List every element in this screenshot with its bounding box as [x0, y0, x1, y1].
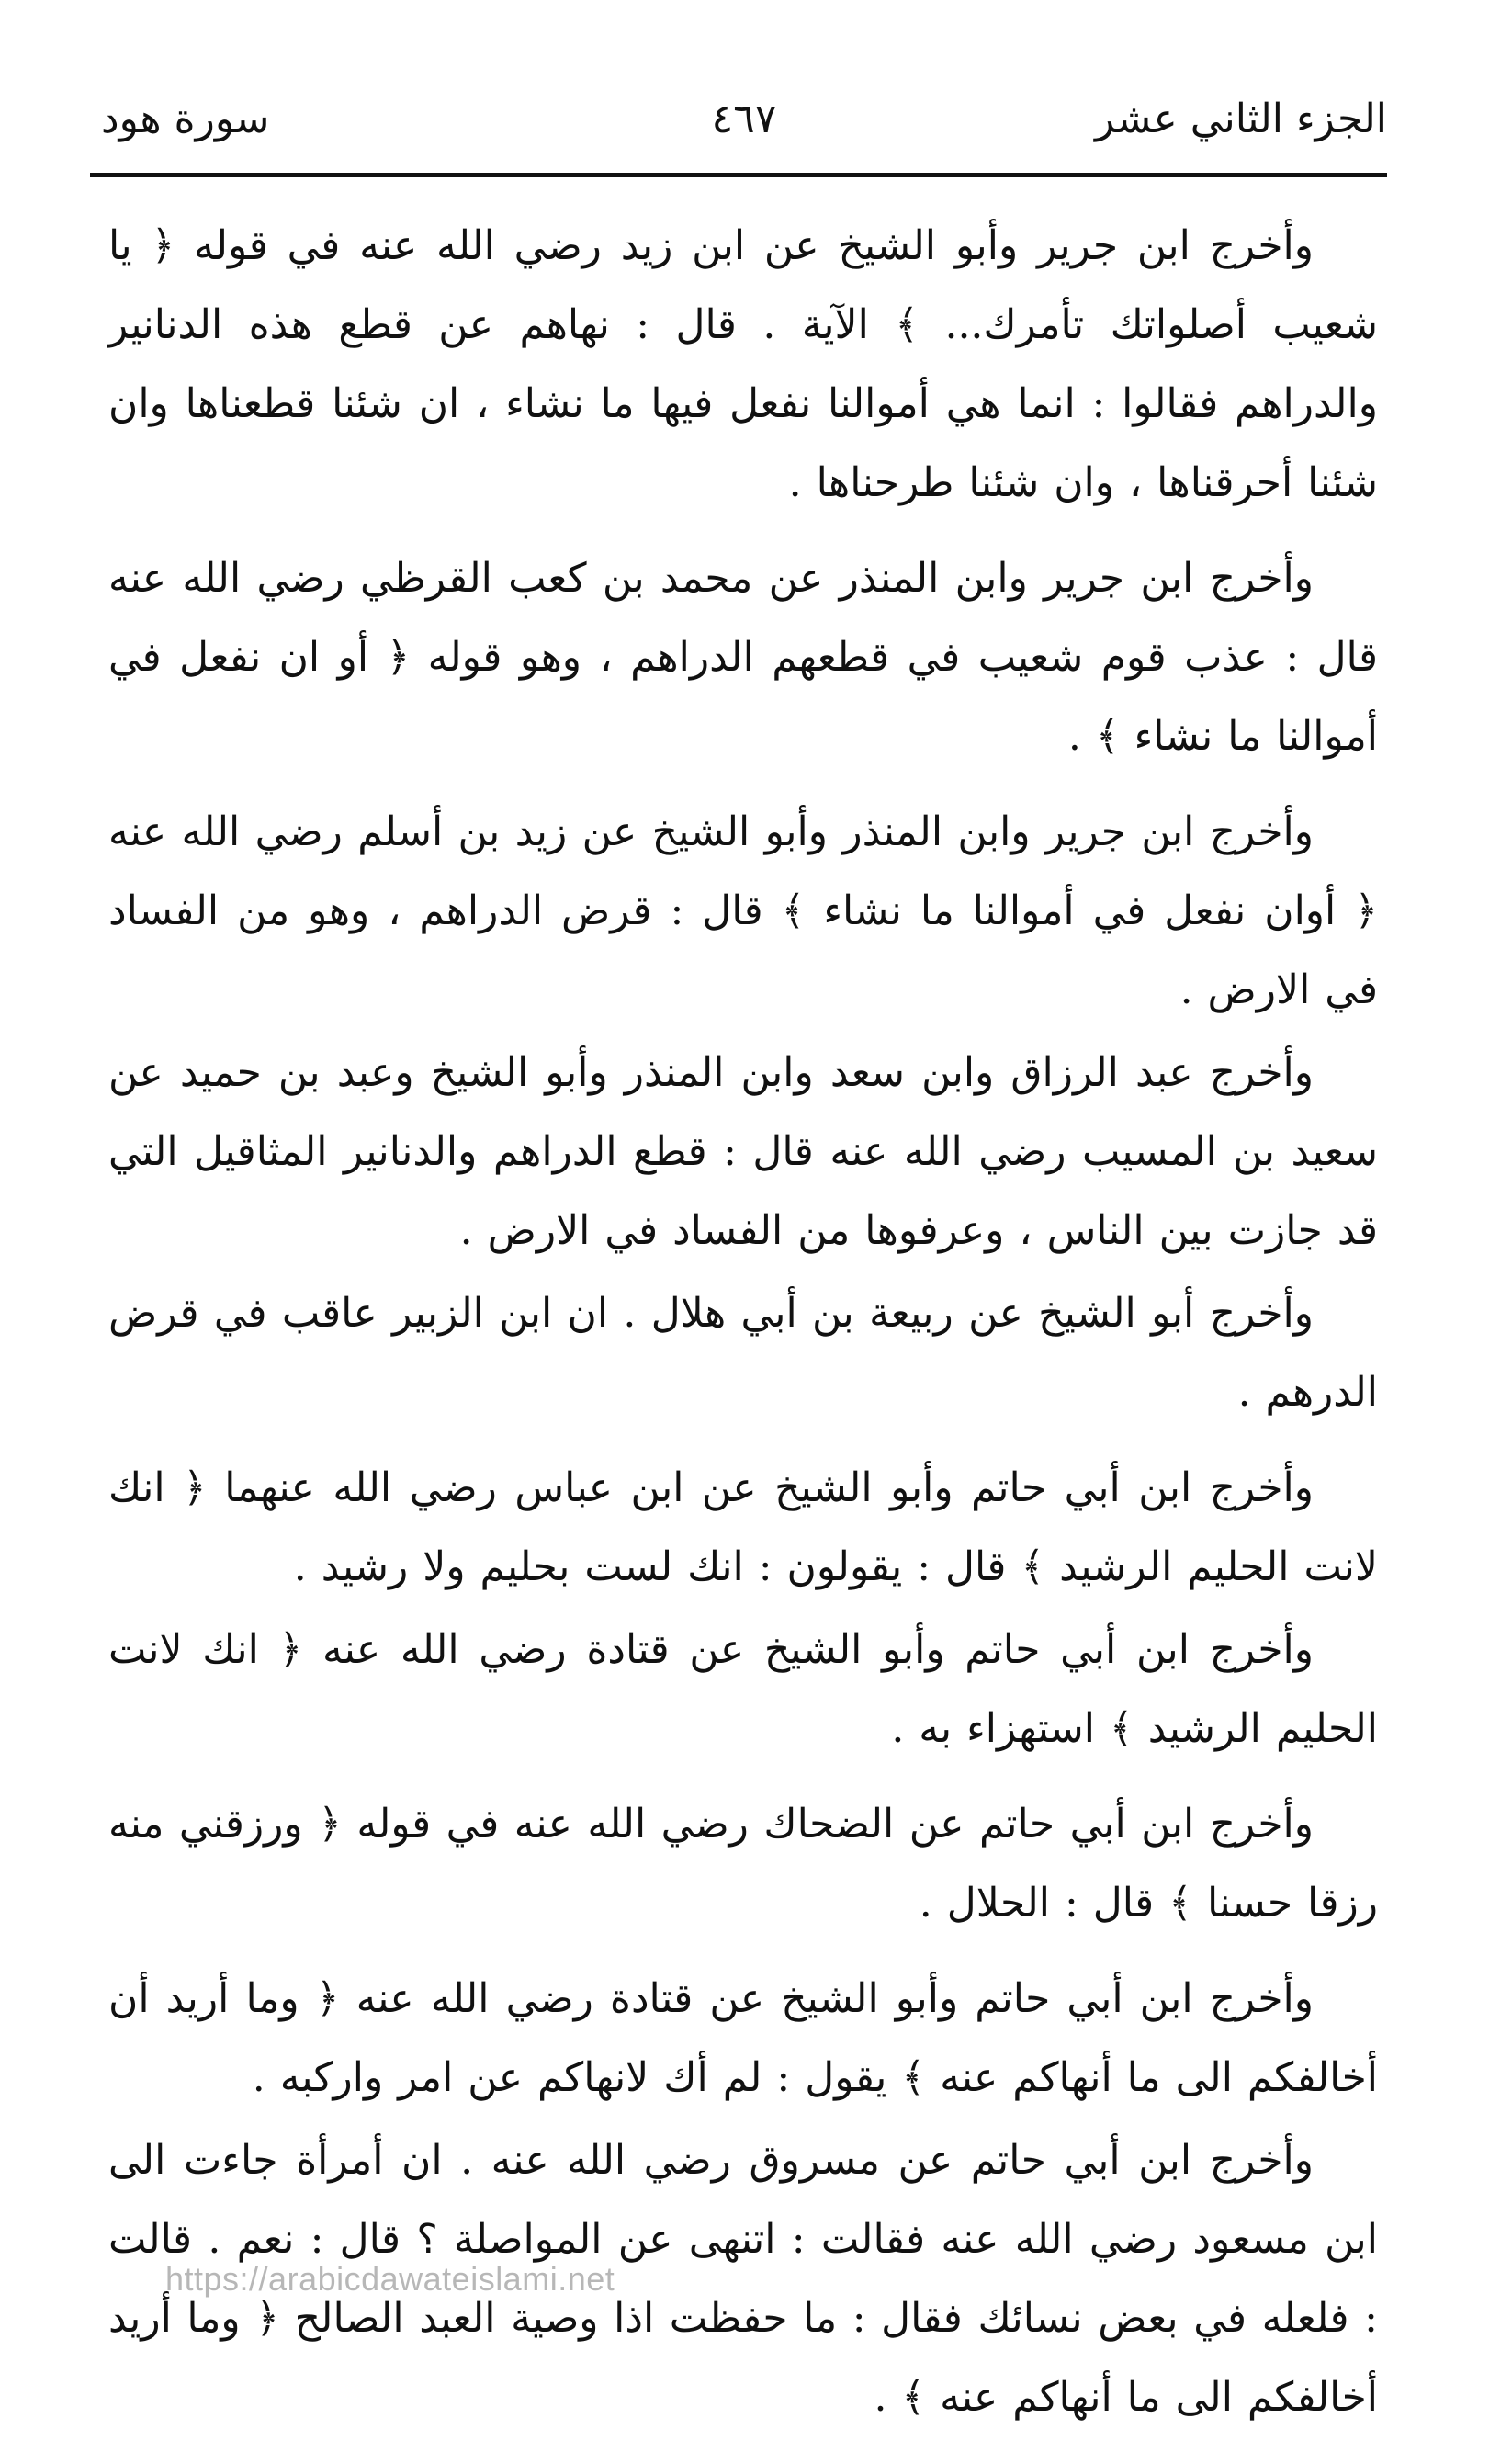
running-header — [101, 83, 1387, 156]
paragraph-10: وأخرج ابن أبي حاتم عن مسروق رضي الله عنه . ان أمرأة جاءت الى ابن مسعود رضي الله عنه فقالت : اتنهى عن المواصلة ؟ قال : نعم . قالت : فلعله في بعض نسائك فقال : ما حفظت اذا وصية العبد الصالح ﴿ وما أريد أخالفكم الى ما أنهاكم عنه ﴾ . — [108, 2137, 1378, 2421]
paragraph-2: وأخرج ابن جرير وابن المنذر عن محمد بن كعب القرظي رضي الله عنه قال : عذب قوم شعيب في قطعهم الدراهم ، وهو قوله ﴿ أو ان نفعل في أموالنا ما نشاء ﴾ . — [108, 555, 1378, 760]
watermark-url: https://arabicdawateislami.net — [165, 2260, 615, 2298]
paragraph-6: وأخرج ابن أبي حاتم وأبو الشيخ عن ابن عباس رضي الله عنهما ﴿ انك لانت الحليم الرشيد ﴾ قال : يقولون : انك لست بحليم ولا رشيد . — [108, 1464, 1378, 1590]
paragraph-5: وأخرج أبو الشيخ عن ربيعة بن أبي هلال . ان ابن الزبير عاقب في قرض الدرهم . — [108, 1290, 1378, 1416]
paragraph-1: وأخرج ابن جرير وأبو الشيخ عن ابن زيد رضي الله عنه في قوله ﴿ يا شعيب أصلواتك تأمرك... ﴾ الآية . قال : نهاهم عن قطع هذه الدنانير والدراهم فقالوا : انما هي أموالنا نفعل فيها ما نشاء ، ان شئنا قطعناها وان شئنا أحرقناها ، وان شئنا طرحناها . — [108, 222, 1378, 506]
page-number: ٤٦٧ — [711, 96, 777, 142]
paragraph-3: وأخرج ابن جرير وابن المنذر وأبو الشيخ عن زيد بن أسلم رضي الله عنه ﴿ أوان نفعل في أموالنا ما نشاء ﴾ قال : قرض الدراهم ، وهو من الفساد في الارض . — [108, 808, 1378, 1013]
paragraph-7: وأخرج ابن أبي حاتم وأبو الشيخ عن قتادة رضي الله عنه ﴿ انك لانت الحليم الرشيد ﴾ استهزاء به . — [108, 1626, 1378, 1752]
surah-title: سورة هود — [101, 96, 270, 142]
paragraph-9: وأخرج ابن أبي حاتم وأبو الشيخ عن قتادة رضي الله عنه ﴿ وما أريد أن أخالفكم الى ما أنهاكم عنه ﴾ يقول : لم أك لانهاكم عن امر واركبه . — [108, 1975, 1378, 2101]
header-rule — [90, 173, 1387, 177]
paragraph-4: وأخرج عبد الرزاق وابن سعد وابن المنذر وأبو الشيخ وعبد بن حميد عن سعيد بن المسيب رضي الله عنه قال : قطع الدراهم والدنانير المثاقيل التي قد جازت بين الناس ، وعرفوها من الفساد في الارض . — [108, 1049, 1378, 1254]
page-body — [108, 207, 1378, 2441]
paragraph-8: وأخرج ابن أبي حاتم عن الضحاك رضي الله عنه في قوله ﴿ ورزقني منه رزقا حسنا ﴾ قال : الحلال . — [108, 1801, 1378, 1927]
part-title: الجزء الثاني عشر — [1095, 96, 1387, 142]
